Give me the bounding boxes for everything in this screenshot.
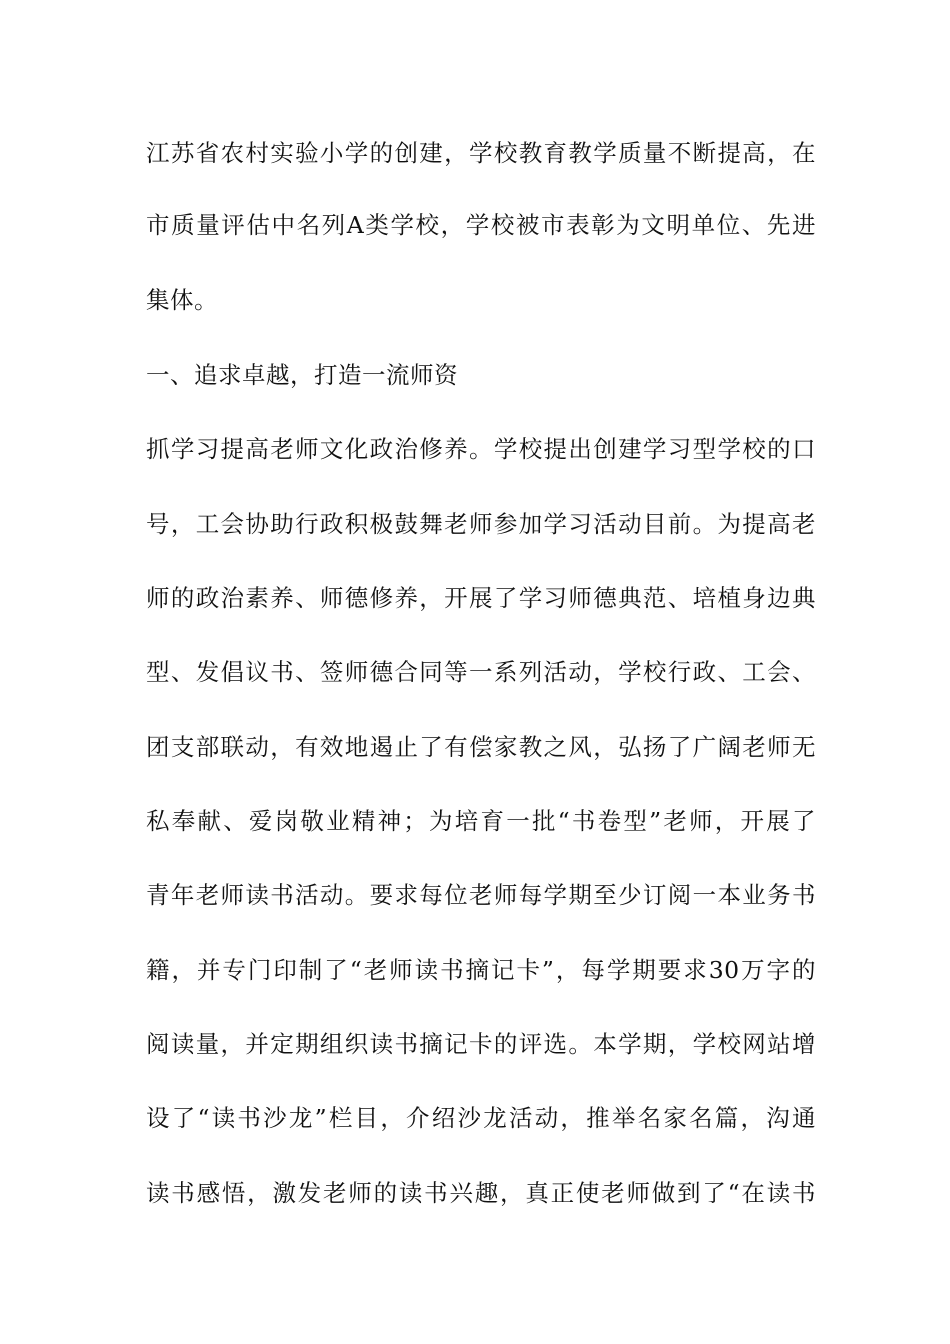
text-line-14: 设了“读书沙龙”栏目，介绍沙龙活动，推举名家名篇，沟通 — [146, 1104, 816, 1132]
text-line-12: 籍，并专门印制了“老师读书摘记卡”，每学期要求30万字的 — [146, 956, 816, 984]
text-line-8: 型、发倡议书、签师德合同等一系列活动，学校行政、工会、 — [146, 658, 816, 686]
text-line-7: 师的政治素养、师德修养，开展了学习师德典范、培植身边典 — [146, 584, 816, 612]
text-line-1: 江苏省农村实验小学的创建，学校教育教学质量不断提高，在 — [146, 139, 816, 167]
text-line-2: 市质量评估中名列A类学校，学校被市表彰为文明单位、先进 — [146, 211, 816, 239]
text-line-9: 团支部联动，有效地遏止了有偿家教之风，弘扬了广阔老师无 — [146, 733, 816, 761]
text-line-5: 抓学习提高老师文化政治修养。学校提出创建学习型学校的口 — [146, 435, 816, 463]
text-line-10: 私奉献、爱岗敬业精神；为培育一批“书卷型”老师，开展了 — [146, 807, 816, 835]
section-heading: 一、追求卓越，打造一流师资 — [146, 361, 458, 389]
text-line-3: 集体。 — [146, 286, 218, 314]
text-line-15: 读书感悟，激发老师的读书兴趣，真正使老师做到了“在读书 — [146, 1179, 816, 1207]
text-line-11: 青年老师读书活动。要求每位老师每学期至少订阅一本业务书 — [146, 881, 816, 909]
text-line-13: 阅读量，并定期组织读书摘记卡的评选。本学期，学校网站增 — [146, 1030, 816, 1058]
text-line-6: 号，工会协助行政积极鼓舞老师参加学习活动目前。为提高老 — [146, 510, 816, 538]
